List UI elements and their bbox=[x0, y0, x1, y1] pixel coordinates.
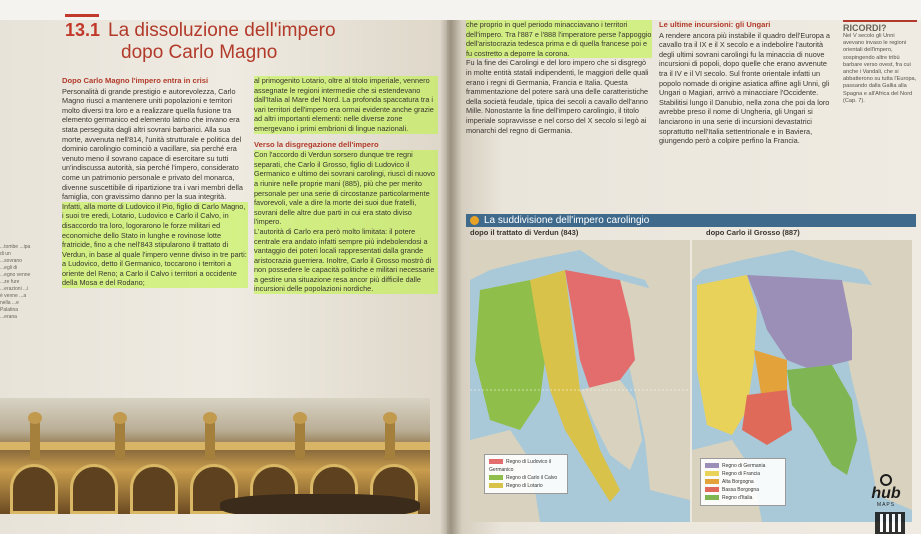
legend-label: Regno d'Italia bbox=[722, 495, 753, 501]
legend-label: Regno di Lotario bbox=[506, 483, 543, 489]
ricordi-title: RICORDI? bbox=[843, 20, 917, 33]
photo-shadow bbox=[220, 494, 420, 514]
photo-arch bbox=[10, 464, 58, 514]
legend-label: Regno di Germania bbox=[722, 463, 766, 469]
legend-item bbox=[705, 478, 781, 486]
paragraph: Fu la fine dei Carolingi e del loro impero che si disgregò in molte entità statali indipendenti, le maggiori delle quali erano i regni di Germania, Francia e Italia. Questa frammentazione del potere sarà una delle caratteristiche della società feudale, tipica dei secoli a cavallo dell'anno Mille. Nonostante la fine dell'impero carolingio, il titolo imperiale sopravvisse e nel corso del X secolo si legò ai monarchi del regno di Germania. bbox=[466, 58, 649, 135]
book-gutter bbox=[440, 20, 462, 534]
legend-item bbox=[705, 494, 781, 502]
top-band bbox=[0, 0, 921, 20]
chapter-title-line1: La dissoluzione dell'impero bbox=[108, 20, 336, 41]
legend-item bbox=[705, 486, 781, 494]
legend-item bbox=[489, 458, 563, 474]
paragraph: che proprio in quel periodo minacciavano i territori dell'impero. Tra l'887 e l'888 l'imperatore perse l'appoggio dell'aristocrazia tedesca prima e di quella francese poi e fu costretto a deporre la corona. bbox=[466, 20, 652, 58]
map-right-title: dopo Carlo il Grosso (887) bbox=[706, 228, 800, 237]
legend-item bbox=[489, 482, 563, 490]
legend-swatch bbox=[489, 459, 503, 464]
right-column-1 bbox=[466, 20, 652, 135]
reliquary-photo bbox=[0, 398, 430, 514]
map-left-legend bbox=[484, 454, 568, 494]
legend-swatch bbox=[705, 471, 719, 476]
ricordi-text: Nel V secolo gli Unni avevano invaso le regioni orientali dell'impero, sospingendo altre tribù barbare verso ovest, fra cui anche i Vandali, che si abbatterono su tutta l'Europa, passando dalla Gallia alla Spagna e all'Africa del Nord (Cap. 7). bbox=[843, 33, 917, 104]
legend-label: Regno di Francia bbox=[722, 471, 761, 477]
map-right-legend bbox=[700, 458, 786, 506]
photo-post bbox=[295, 420, 305, 460]
map-section-title: La suddivisione dell'impero carolingio bbox=[484, 215, 650, 226]
photo-caption: ...tombe ...ipa di un ...sovrano ...egli di ...egno venne ...ze fure ...erazioni ...i è venne ...a nella ...e Palatina ...erana bbox=[0, 244, 31, 320]
section-heading: Le ultime incursioni: gli Ungari bbox=[659, 20, 771, 29]
left-column-2 bbox=[254, 76, 438, 294]
legend-item bbox=[705, 462, 781, 470]
qr-code-icon bbox=[875, 512, 905, 534]
legend-swatch bbox=[705, 487, 719, 492]
photo-post bbox=[30, 420, 40, 460]
legend-swatch bbox=[705, 479, 719, 484]
legend-label: Alta Borgogna bbox=[722, 479, 754, 485]
highlighted-paragraph: Infatti, alla morte di Ludovico il Pio, figlio di Carlo Magno, i suoi tre eredi, Lotario, Ludovico e Carlo il Calvo, in disaccordo tra loro, logorarono le forze militari ed economiche dello Stato in lunghe e rovinose lotte fratricide, fino a che nell'843 stipularono il trattato di Verdun, in base al quale l'impero venne diviso in tre parti: a Ludovico, detto il Germanico, toccarono i territori a oriente del Reno; a Carlo il Calvo i territori a occidente della Mosa e del Rodano; bbox=[62, 201, 247, 288]
legend-swatch bbox=[705, 463, 719, 468]
chapter-number: 13.1 bbox=[65, 20, 101, 40]
photo-post bbox=[115, 420, 125, 460]
photo-post bbox=[385, 420, 395, 460]
banner-dot-icon bbox=[470, 216, 479, 225]
map-section-banner bbox=[466, 214, 916, 227]
legend-label: Bassa Borgogna bbox=[722, 487, 759, 493]
legend-item bbox=[705, 470, 781, 478]
paragraph: Personalità di grande prestigio e autorevolezza, Carlo Magno riuscì a mantenere uniti popolazioni e territori molto diversi tra loro e a realizzare quella fusione tra elemento germanico ed elemento latino che invano era stata perseguita dagli altri sovrani barbarici. Alla sua morte, avvenuta nell'814, l'unità strutturale e politica del dominio carolingio cominciò a vacillare, sia perché era venuto meno il sovrano capace di esercitare su tutti un'indiscussa autorità, sia perché l'impero, considerato come un patrimonio personale e privato del monarca, divenne suscettibile di ripartizione tra i vari membri della famiglia, con gravissimo danno per la sua integrità. bbox=[62, 86, 243, 202]
photo-post bbox=[205, 420, 215, 460]
highlighted-paragraph: L'autorità di Carlo era però molto limitata: il potere centrale era andato infatti sempre più indebolendosi a vantaggio dei poteri locali rappresentati dalla grande aristocrazia guerriera. Inoltre, Carlo il Grosso mostrò di non possedere le capacità politiche e militari necessarie a gestire una situazione resa ancor più difficile dalle incursioni delle popolazioni nordiche. bbox=[254, 227, 438, 294]
map-left-title: dopo il trattato di Verdun (843) bbox=[470, 228, 579, 237]
legend-label: Regno di Ludovico il Germanico bbox=[489, 459, 552, 473]
brand-name: hub bbox=[871, 485, 901, 502]
brand-sub: MAPS bbox=[876, 502, 896, 508]
highlighted-paragraph: Con l'accordo di Verdun sorsero dunque tre regni separati, che Carlo il Grosso, figlio di Ludovico il Germanico e ultimo dei sovrani carolingi, riuscì di nuovo a riunire nelle proprie mani (885), più che per merito personale per una serie di circostanze particolarmente favorevoli, vale a dire la morte dei suoi due fratelli, sovrani delle altre due parti in cui era stato diviso l'impero. bbox=[254, 150, 438, 227]
hub-maps-logo bbox=[862, 474, 910, 508]
photo-arch bbox=[70, 464, 118, 514]
left-column-1 bbox=[62, 76, 248, 288]
section-heading: Dopo Carlo Magno l'impero entra in crisi bbox=[62, 76, 209, 85]
highlighted-paragraph: al primogenito Lotario, oltre al titolo imperiale, vennero assegnate le regioni intermedie che si estendevano dall'Italia al Mare del Nord. La profonda spaccatura tra i vari territori dell'impero era ormai evidente anche grazie ad altri importanti elementi: nelle diverse zone emergevano i primi embrioni di lingue nazionali. bbox=[254, 76, 438, 134]
right-column-2 bbox=[659, 20, 833, 146]
section-heading: Verso la disgregazione dell'impero bbox=[254, 139, 379, 149]
photo-arch bbox=[130, 464, 178, 514]
ricordi-box bbox=[843, 20, 917, 105]
legend-swatch bbox=[705, 495, 719, 500]
legend-label: Regno di Carlo il Calvo bbox=[506, 475, 558, 481]
legend-swatch bbox=[489, 475, 503, 480]
legend-swatch bbox=[489, 483, 503, 488]
chapter-title-line2: dopo Carlo Magno bbox=[121, 42, 278, 63]
paragraph: A rendere ancora più instabile il quadro dell'Europa a cavallo tra il IX e il X secolo e a indebolire l'autorità degli ultimi sovrani carolingi fu la minaccia di nuove incursioni di popoli, dopo quelle che erano avvenute tra il IV e il VI secolo. Sul fronte orientale infatti un popolo nomade di origine asiatica affine agli Unni, gli Ungari o Magiari, arrivò a minacciare l'Occidente. Stabilitisi lungo il Danubio, nella zona che poi da loro avrebbe preso il nome di Ungheria, gli Ungari si lanciarono in una serie di incursioni devastatrici soprattutto nell'Italia settentrionale e in Baviera, giungendo però a colpire perfino la Francia. bbox=[659, 30, 830, 146]
chapter-title bbox=[108, 20, 408, 64]
legend-item bbox=[489, 474, 563, 482]
photo-rail bbox=[0, 442, 430, 450]
